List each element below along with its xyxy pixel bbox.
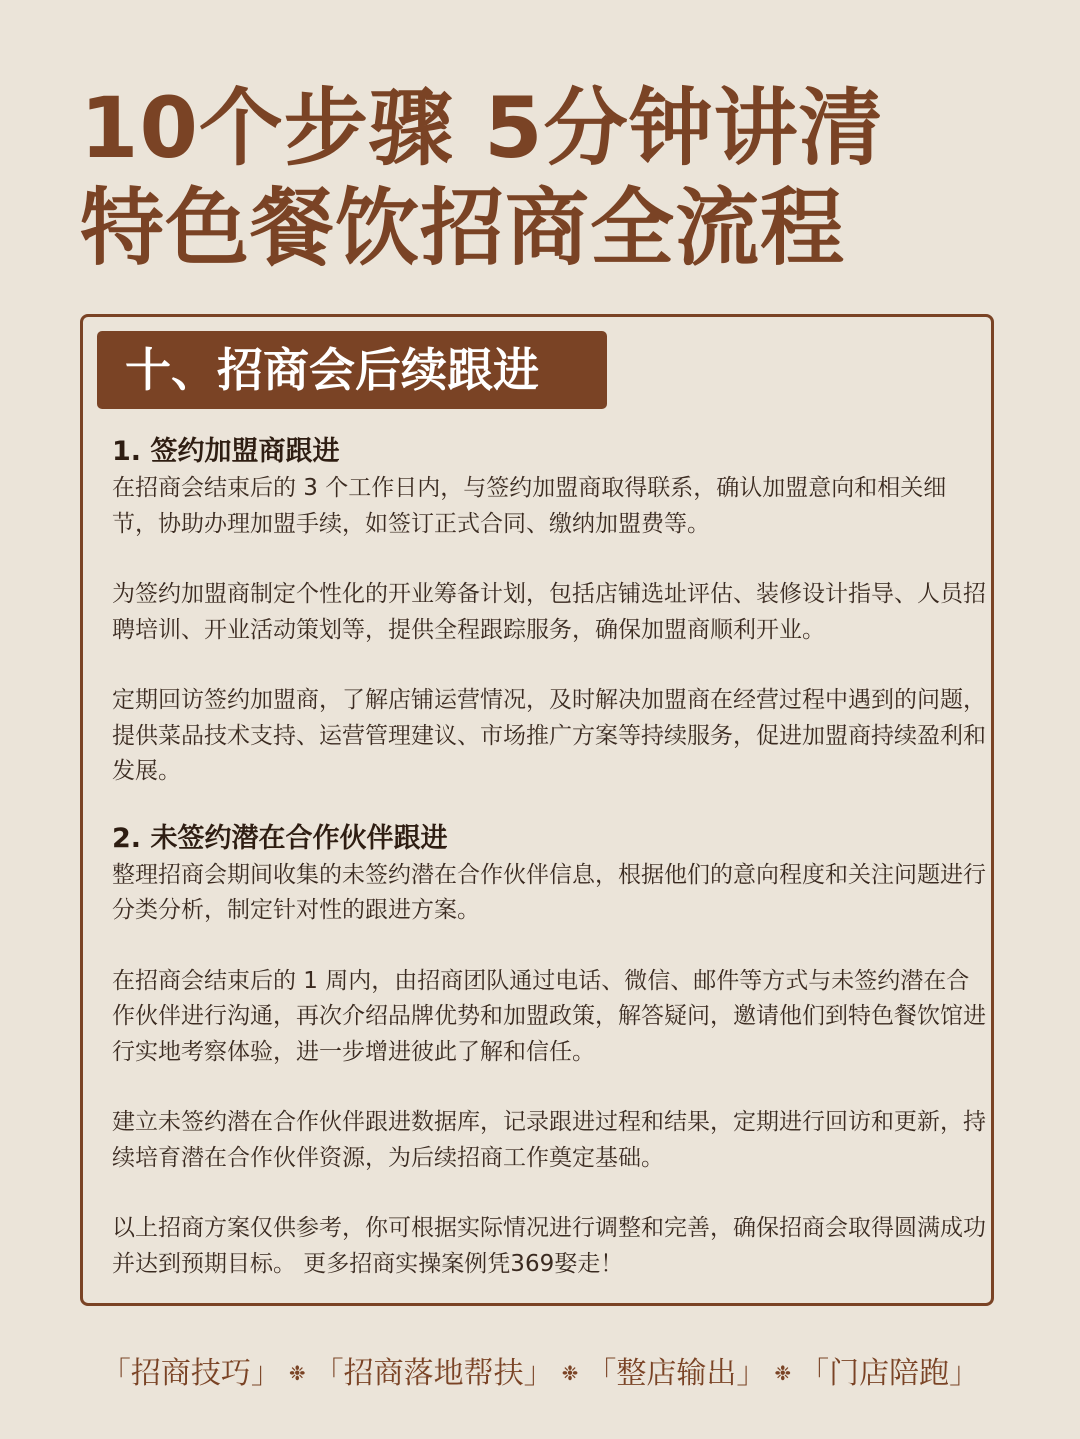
paragraph: 为签约加盟商制定个性化的开业筹备计划，包括店铺选址评估、装修设计指导、人员招聘培训、开业活动策划等，提供全程跟踪服务，确保加盟商顺利开业。 [112, 581, 986, 643]
footer-tag: 「招商落地帮扶」 [313, 1356, 554, 1391]
section-banner: 十、招商会后续跟进 [97, 331, 607, 409]
card-content [112, 433, 988, 1282]
title-line-2: 特色餐饮招商全流程 [80, 179, 846, 277]
separator-icon: ❉ [288, 1361, 306, 1385]
paragraph: 定期回访签约加盟商，了解店铺运营情况，及时解决加盟商在经营过程中遇到的问题，提供菜品技术支持、运营管理建议、市场推广方案等持续服务，促进加盟商持续盈利和发展。 [112, 687, 986, 784]
section-heading: 1. 签约加盟商跟进 [112, 436, 340, 467]
section-heading: 2. 未签约潜在合作伙伴跟进 [112, 822, 448, 854]
paragraph: 在招商会结束后的 1 周内，由招商团队通过电话、微信、邮件等方式与未签约潜在合作伙伴进行沟通，再次介绍品牌优势和加盟政策，解答疑问，邀请他们到特色餐饮馆进行实地考察体验，进一步增进彼此了解和信任。 [112, 967, 986, 1065]
separator-icon: ❉ [774, 1361, 792, 1385]
paragraph: 整理招商会期间收集的未签约潜在合作伙伴信息，根据他们的意向程度和关注问题进行分类分析，制定针对性的跟进方案。 [112, 861, 986, 923]
paragraph: 建立未签约潜在合作伙伴跟进数据库，记录跟进过程和结果，定期进行回访和更新，持续培育潜在合作伙伴资源，为后续招商工作奠定基础。 [112, 1109, 986, 1171]
separator-icon: ❉ [561, 1361, 579, 1385]
footer-tag: 「招商技巧」 [100, 1356, 281, 1391]
paragraph: 以上招商方案仅供参考，你可根据实际情况进行调整和完善，确保招商会取得圆满成功并达到预期目标。 更多招商实操案例凭369娶走！ [112, 1215, 986, 1277]
content-card [80, 314, 994, 1306]
footer-tag: 「门店陪跑」 [799, 1356, 980, 1391]
page-title [80, 78, 1020, 278]
title-line-1: 10个步骤 5分钟讲清 [80, 79, 884, 177]
footer-tags [0, 1348, 1080, 1392]
footer-tag: 「整店输出」 [586, 1356, 767, 1391]
paragraph: 在招商会结束后的 3 个工作日内，与签约加盟商取得联系，确认加盟意向和相关细节，协助办理加盟手续，如签订正式合同、缴纳加盟费等。 [112, 475, 947, 537]
